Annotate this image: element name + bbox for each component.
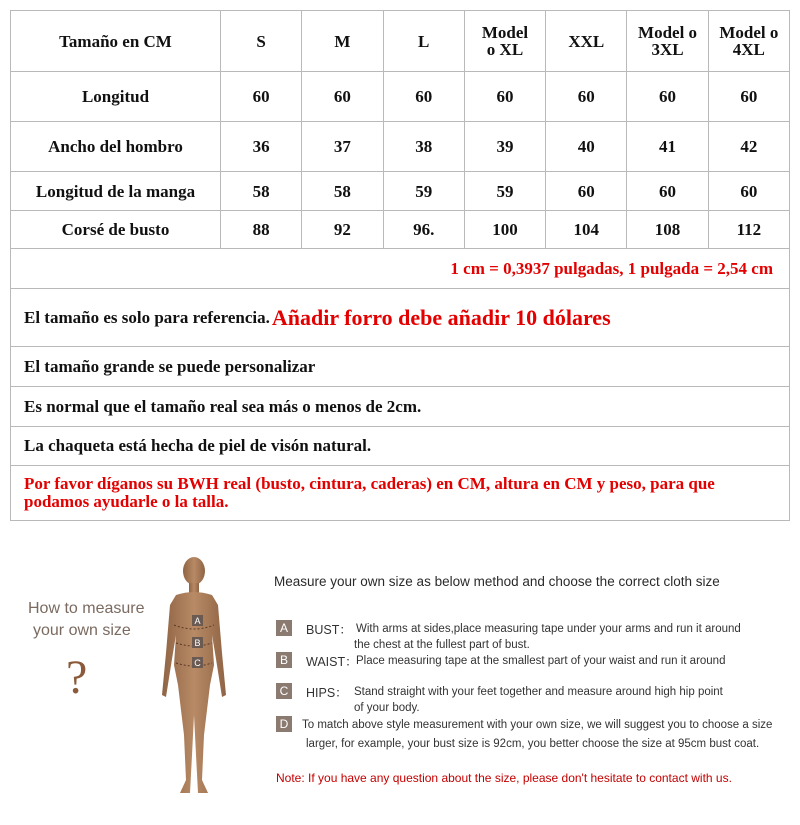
table-cell: 60: [708, 72, 789, 122]
tolerance-note: Es normal que el tamaño real sea más o menos de 2cm.: [11, 386, 789, 426]
figure-label-b: B: [194, 638, 201, 648]
table-cell: 37: [302, 122, 383, 172]
head-shape: [183, 557, 205, 585]
question-mark-icon: ?: [66, 651, 88, 704]
how-to-measure-line1: How to measure: [28, 600, 145, 617]
conversion-note: 1 cm = 0,3937 pulgadas, 1 pulgada = 2,54 cm: [11, 248, 789, 288]
table-cell: 108: [627, 211, 708, 249]
table-cell: 112: [708, 211, 789, 249]
table-cell: 60: [708, 172, 789, 211]
material-note: La chaqueta está hecha de piel de visón natural.: [11, 426, 789, 465]
header-cell: XXL: [546, 11, 627, 72]
row-label: Longitud de la manga: [11, 172, 221, 211]
table-cell: 38: [383, 122, 464, 172]
bwh-request-note: Por favor díganos su BWH real (busto, cintura, caderas) en CM, altura en CM y peso, para que podamos ayudarle o la talla.: [11, 465, 789, 520]
table-cell: 104: [546, 211, 627, 249]
guide-item-text2: larger, for example, your bust size is 92cm, you better choose the size at 95cm bust coat.: [306, 738, 760, 750]
header-cell: [708, 11, 789, 72]
table-cell: 60: [383, 72, 464, 122]
table-row: [11, 72, 790, 122]
table-cell: 88: [221, 211, 302, 249]
table-cell: 41: [627, 122, 708, 172]
letter-d-icon: D: [276, 716, 292, 732]
table-cell: 60: [546, 72, 627, 122]
table-row: [11, 211, 790, 249]
header-text: Model o 3XL: [638, 23, 698, 59]
header-cell: M: [302, 11, 383, 72]
letter-b-icon: B: [276, 652, 292, 668]
header-cell: L: [383, 11, 464, 72]
body-silhouette-icon: [152, 555, 248, 800]
table-cell: 60: [627, 72, 708, 122]
table-cell: 36: [221, 122, 302, 172]
header-cell: S: [221, 11, 302, 72]
table-cell: 42: [708, 122, 789, 172]
custom-size-note: El tamaño grande se puede personalizar: [11, 346, 789, 386]
table-cell: 58: [302, 172, 383, 211]
contact-note: Note: If you have any question about the size, please don't hesitate to contact with us.: [276, 771, 732, 785]
reference-note: [11, 288, 789, 346]
header-cell: [627, 11, 708, 72]
guide-item-text2: the chest at the fullest part of bust.: [354, 639, 530, 651]
table-cell: 60: [302, 72, 383, 122]
table-cell: 40: [546, 122, 627, 172]
notes-box: [10, 248, 790, 521]
header-text: Model o XL: [481, 23, 529, 59]
guide-item-text: Stand straight with your feet together and measure around high hip point: [354, 686, 723, 698]
guide-item-name: HIPS：: [306, 686, 348, 700]
table-cell: 59: [383, 172, 464, 211]
figure-label-c: C: [194, 658, 201, 668]
table-cell: 60: [221, 72, 302, 122]
guide-item-text2: of your body.: [354, 702, 420, 714]
letter-c-icon: C: [276, 683, 292, 699]
table-cell: 60: [627, 172, 708, 211]
how-to-measure-title: [28, 598, 145, 642]
how-to-measure-line2: your own size: [33, 622, 131, 639]
table-cell: 60: [464, 72, 545, 122]
table-header-row: [11, 11, 790, 72]
reference-text: El tamaño es solo para referencia.: [24, 307, 270, 327]
table-row: [11, 122, 790, 172]
table-cell: 59: [464, 172, 545, 211]
guide-item-name: BUST：: [306, 623, 352, 637]
guide-item-text: Place measuring tape at the smallest part of your waist and run it around: [356, 655, 726, 667]
figure-label-a: A: [194, 616, 201, 626]
header-cell: [464, 11, 545, 72]
table-cell: 100: [464, 211, 545, 249]
size-table: [10, 10, 790, 249]
letter-a-icon: A: [276, 620, 292, 636]
table-cell: 39: [464, 122, 545, 172]
row-label: Longitud: [11, 72, 221, 122]
table-cell: 92: [302, 211, 383, 249]
table-row: [11, 172, 790, 211]
table-cell: 96.: [383, 211, 464, 249]
row-label: Corsé de busto: [11, 211, 221, 249]
table-cell: 60: [546, 172, 627, 211]
guide-item-text: With arms at sides,place measuring tape under your arms and run it around: [356, 623, 741, 635]
header-text: Model o 4XL: [719, 23, 779, 59]
guide-item-name: WAIST：: [306, 655, 358, 669]
lining-note: Añadir forro debe añadir 10 dólares: [271, 304, 611, 330]
header-cell: Tamaño en CM: [11, 11, 221, 72]
guide-title: Measure your own size as below method and choose the correct cloth size: [274, 574, 720, 589]
table-cell: 58: [221, 172, 302, 211]
row-label: Ancho del hombro: [11, 122, 221, 172]
guide-item-text: To match above style measurement with your own size, we will suggest you to choose a size: [302, 719, 773, 731]
